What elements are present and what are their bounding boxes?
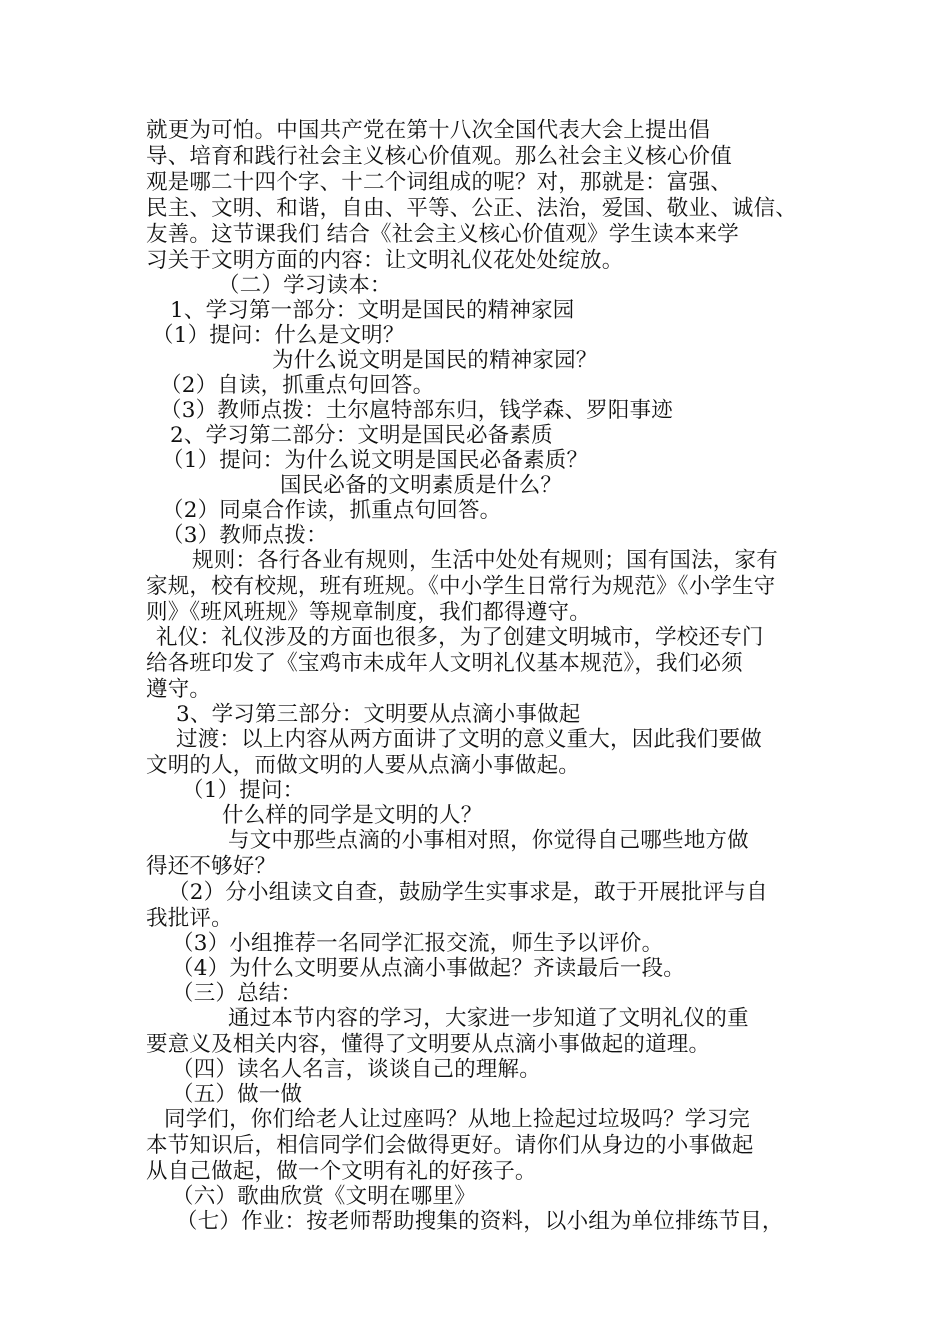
list-item: （4）为什么文明要从点滴小事做起？齐读最后一段。 [172, 956, 685, 981]
list-item: （2）自读，抓重点句回答。 [160, 373, 435, 398]
list-item: （3）小组推荐一名同学汇报交流，师生予以评价。 [172, 931, 664, 956]
section-heading: （五）做一做 [172, 1082, 303, 1107]
subsection-heading: 3、学习第三部分：文明要从点滴小事做起 [176, 702, 581, 727]
paragraph-line: 习关于文明方面的内容：让文明礼仪花处处绽放。 [146, 248, 624, 273]
paragraph-line: 观是哪二十四个字、十二个词组成的呢？对，那就是：富强、 [146, 170, 732, 195]
list-item: 为什么说文明是国民的精神家园？ [272, 348, 598, 373]
list-item: 国民必备的文明素质是什么？ [280, 473, 563, 498]
paragraph-line: 同学们，你们给老人让过座吗？从地上捡起过垃圾吗？学习完 [164, 1107, 750, 1132]
paragraph-line: 我批评。 [146, 906, 233, 931]
section-heading: （二）学习读本： [218, 273, 392, 298]
subsection-heading: 1、学习第一部分：文明是国民的精神家园 [170, 298, 575, 323]
paragraph-line: 得还不够好？ [146, 854, 277, 879]
paragraph-line: 导、培育和践行社会主义核心价值观。那么社会主义核心价值 [146, 144, 732, 169]
paragraph-line: （2）分小组读文自查，鼓励学生实事求是，敢于开展批评与自 [168, 880, 768, 905]
section-heading: （六）歌曲欣赏《文明在哪里》 [172, 1184, 476, 1209]
list-item: （1）提问：什么是文明？ [152, 323, 405, 348]
paragraph-line: 则》《班风班规》等规章制度，我们都得遵守。 [146, 600, 591, 625]
paragraph-line: 礼仪：礼仪涉及的方面也很多，为了创建文明城市，学校还专门 [156, 625, 764, 650]
subsection-heading: 2、学习第二部分：文明是国民必备素质 [170, 423, 553, 448]
paragraph-line: 文明的人，而做文明的人要从点滴小事做起。 [146, 753, 581, 778]
section-heading: （四）读名人名言，谈谈自己的理解。 [172, 1057, 541, 1082]
paragraph-line: 遵守。 [146, 677, 212, 702]
paragraph-line: 就更为可怕。中国共产党在第十八次全国代表大会上提出倡 [146, 118, 711, 143]
paragraph-line: 过渡：以上内容从两方面讲了文明的意义重大，因此我们要做 [176, 727, 762, 752]
paragraph-line: 要意义及相关内容，懂得了文明要从点滴小事做起的道理。 [146, 1032, 711, 1057]
list-item: 什么样的同学是文明的人？ [222, 803, 483, 828]
paragraph-line: 家规，校有校规，班有班规。《中小学生日常行为规范》《小学生守 [146, 574, 776, 599]
paragraph-line: 友善。这节课我们 结合《社会主义核心价值观》学生读本来学 [146, 222, 739, 247]
list-item: （1）提问：为什么说文明是国民必备素质？ [162, 448, 589, 473]
paragraph-line: 民主、文明、和谐，自由、平等、公正、法治，爱国、敬业、诚信、 [146, 196, 798, 221]
paragraph-line: 给各班印发了《宝鸡市未成年人文明礼仪基本规范》，我们必须 [146, 651, 743, 676]
section-heading: （三）总结： [172, 981, 303, 1006]
list-item: （2）同桌合作读，抓重点句回答。 [162, 498, 502, 523]
section-heading: （七）作业：按老师帮助搜集的资料，以小组为单位排练节目， [176, 1209, 784, 1234]
paragraph-line: 规则：各行各业有规则，生活中处处有规则；国有国法，家有 [192, 548, 778, 573]
paragraph-line: 与文中那些点滴的小事相对照，你觉得自己哪些地方做 [228, 828, 749, 853]
list-item: （1）提问： [182, 778, 305, 803]
paragraph-line: 从自己做起，做一个文明有礼的好孩子。 [146, 1159, 537, 1184]
list-item: （3）教师点拨： [162, 523, 328, 548]
paragraph-line: 本节知识后，相信同学们会做得更好。请你们从身边的小事做起 [146, 1133, 754, 1158]
paragraph-line: 通过本节内容的学习，大家进一步知道了文明礼仪的重 [228, 1006, 749, 1031]
list-item: （3）教师点拨：土尔扈特部东归，钱学森、罗阳事迹 [160, 398, 673, 423]
